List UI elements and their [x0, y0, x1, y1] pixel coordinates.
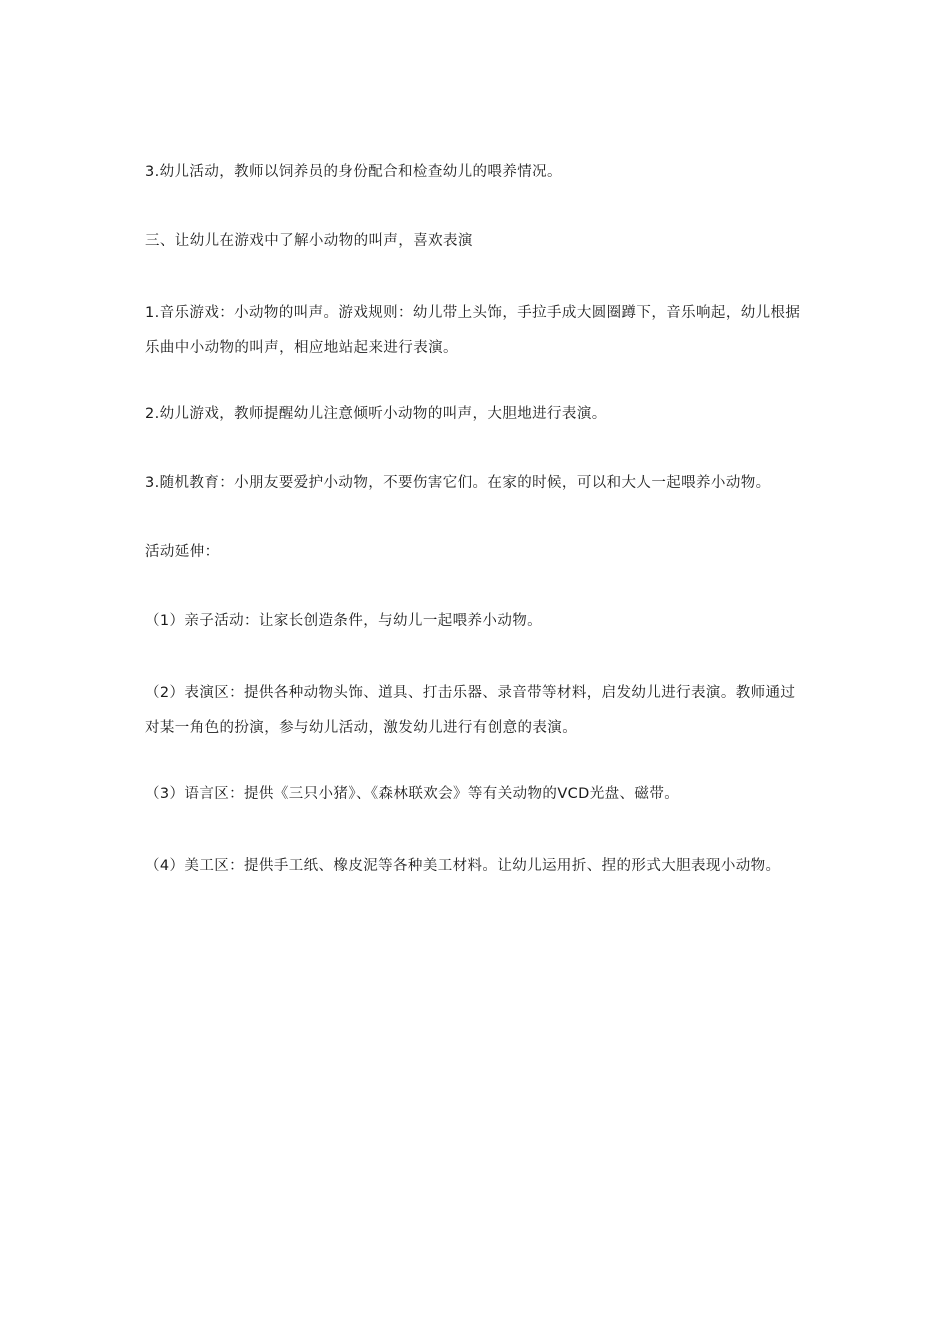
- document-body: [145, 158, 810, 918]
- paragraph-art-area: （4）美工区：提供手工纸、橡皮泥等各种美工材料。让幼儿运用折、捏的形式大胆表现小动物。: [145, 858, 781, 874]
- paragraph-language-area: （3）语言区：提供《三只小猪》、《森林联欢会》等有关动物的VCD光盘、磁带。: [145, 786, 680, 802]
- paragraph-music-game: 1.音乐游戏：小动物的叫声。游戏规则：幼儿带上头饰，手拉手成大圆圈蹲下，音乐响起，幼儿根据乐曲中小动物的叫声，相应地站起来进行表演。: [145, 305, 801, 356]
- paragraph-extension-heading: 活动延伸：: [145, 544, 220, 560]
- paragraph-performance-area: （2）表演区：提供各种动物头饰、道具、打击乐器、录音带等材料，启发幼儿进行表演。教师通过对某一角色的扮演，参与幼儿活动，激发幼儿进行有创意的表演。: [145, 685, 796, 736]
- paragraph-activity-3: 3.幼儿活动，教师以饲养员的身份配合和检查幼儿的喂养情况。: [145, 164, 562, 180]
- section-heading-3: 三、让幼儿在游戏中了解小动物的叫声，喜欢表演: [145, 233, 473, 249]
- paragraph-child-game: 2.幼儿游戏，教师提醒幼儿注意倾听小动物的叫声，大胆地进行表演。: [145, 406, 607, 422]
- paragraph-parent-child: （1）亲子活动：让家长创造条件，与幼儿一起喂养小动物。: [145, 613, 543, 629]
- paragraph-random-education: 3.随机教育：小朋友要爱护小动物，不要伤害它们。在家的时候，可以和大人一起喂养小动物。: [145, 475, 771, 491]
